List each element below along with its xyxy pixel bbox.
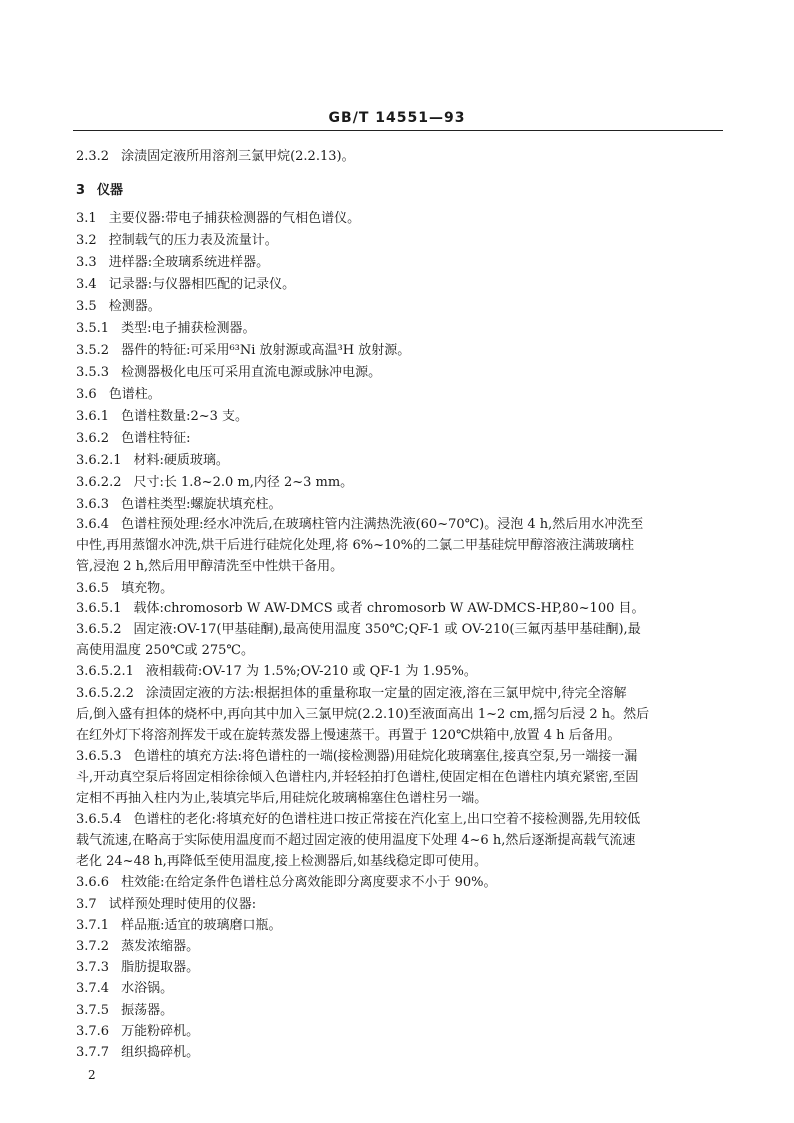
clause-number: 3.7.2 — [76, 939, 110, 954]
clause-line — [76, 232, 722, 249]
clause-line — [76, 621, 722, 638]
clause-line — [76, 938, 722, 955]
clause-line — [76, 364, 722, 381]
clause-line — [76, 148, 722, 165]
clause-line — [76, 452, 722, 469]
clause-text: 振荡器。 — [121, 1003, 174, 1018]
clause-line — [76, 254, 722, 271]
clause-line — [76, 210, 722, 227]
clause-text: 中性,再用蒸馏水冲洗,烘干后进行硅烷化处理,将 6%~10%的二氯二甲基硅烷甲醇溶液注满玻璃柱 — [76, 538, 634, 553]
clause-line — [76, 496, 722, 513]
clause-number: 3.6.5.1 — [76, 601, 122, 616]
clause-line — [76, 182, 722, 199]
clause-continuation — [76, 537, 722, 554]
clause-line — [76, 917, 722, 934]
clause-text: 涂渍固定液所用溶剂三氯甲烷(2.2.13)。 — [121, 149, 355, 164]
clause-line — [76, 600, 722, 617]
clause-line — [76, 516, 722, 533]
clause-number: 3.6.4 — [76, 517, 110, 532]
clause-text: 斗,开动真空泵后将固定相徐徐倾入色谱柱内,并轻轻拍打色谱柱,使固定相在色谱柱内填充紧密,至固 — [76, 770, 639, 785]
clause-text: 控制载气的压力表及流量计。 — [108, 233, 278, 248]
clause-number: 3.7.7 — [76, 1045, 110, 1060]
clause-number: 3.6.1 — [76, 409, 110, 424]
clause-number: 3.5.1 — [76, 321, 110, 336]
clause-line — [76, 320, 722, 337]
clause-line — [76, 663, 722, 680]
clause-number: 3.6.5.2.1 — [76, 664, 134, 679]
clause-number: 3.6.5 — [76, 581, 110, 596]
clause-number: 3.7.1 — [76, 918, 110, 933]
clause-number: 3.6.5.4 — [76, 812, 122, 827]
clause-text: 器件的特征:可采用⁶³Ni 放射源或高温³H 放射源。 — [121, 343, 411, 358]
clause-text: 定相不再抽入柱内为止,装填完毕后,用硅烷化玻璃棉塞住色谱柱另一端。 — [76, 791, 488, 806]
clause-text: 载体:chromosorb W AW-DMCS 或者 chromosorb W AW-DMCS-HP,80~100 目。 — [133, 601, 645, 616]
clause-line — [76, 408, 722, 425]
clause-text: 类型:电子捕获检测器。 — [121, 321, 256, 336]
clause-text: 蒸发浓缩器。 — [121, 939, 200, 954]
clause-text: 色谱柱。 — [108, 387, 161, 402]
clause-number: 3.7.4 — [76, 981, 110, 996]
clause-line — [76, 276, 722, 293]
clause-number: 3 — [76, 183, 86, 198]
clause-text: 进样器:全玻璃系统进样器。 — [108, 255, 270, 270]
clause-number: 3.3 — [76, 255, 97, 270]
clause-text: 色谱柱预处理:经水冲洗后,在玻璃柱管内注满热洗液(60~70℃)。浸泡 4 h,然后用水冲洗至 — [121, 517, 644, 532]
clause-number: 3.6.6 — [76, 875, 110, 890]
clause-line — [76, 874, 722, 891]
clause-text: 尺寸:长 1.8~2.0 m,内径 2~3 mm。 — [133, 475, 354, 490]
clause-continuation — [76, 706, 722, 723]
clause-line — [76, 685, 722, 702]
clause-continuation — [76, 642, 722, 659]
clause-line — [76, 980, 722, 997]
clause-continuation — [76, 790, 722, 807]
clause-text: 记录器:与仪器相匹配的记录仪。 — [108, 277, 296, 292]
header-rule — [73, 130, 723, 131]
clause-line — [76, 896, 722, 913]
clause-line — [76, 1002, 722, 1019]
clause-text: 高使用温度 250℃或 275℃。 — [76, 643, 254, 658]
clause-text: 检测器极化电压可采用直流电源或脉冲电源。 — [121, 365, 382, 380]
clause-text: 后,倒入盛有担体的烧杯中,再向其中加入三氯甲烷(2.2.10)至液面高出 1~2 cm,摇匀后浸 2 h。然后 — [76, 707, 650, 722]
clause-text: 固定液:OV-17(甲基硅酮),最高使用温度 350℃;QF-1 或 OV-210(三氟丙基甲基硅酮),最 — [133, 622, 641, 637]
clause-number: 3.4 — [76, 277, 97, 292]
clause-number: 3.6.5.2.2 — [76, 686, 134, 701]
clause-text: 万能粉碎机。 — [121, 1024, 200, 1039]
page-number: 2 — [88, 1068, 96, 1082]
clause-text: 涂渍固定液的方法:根据担体的重量称取一定量的固定液,溶在三氯甲烷中,待完全溶解 — [145, 686, 627, 701]
clause-number: 2.3.2 — [76, 149, 110, 164]
clause-text: 水浴锅。 — [121, 981, 174, 996]
clause-number: 3.5 — [76, 299, 97, 314]
clause-number: 3.7.6 — [76, 1024, 110, 1039]
clause-number: 3.6.5.2 — [76, 622, 122, 637]
clause-continuation — [76, 769, 722, 786]
clause-text: 检测器。 — [108, 299, 161, 314]
clause-text: 液相载荷:OV-17 为 1.5%;OV-210 或 QF-1 为 1.95%。 — [145, 664, 477, 679]
clause-number: 3.6.2 — [76, 431, 110, 446]
clause-text: 试样预处理时使用的仪器: — [108, 897, 257, 912]
clause-text: 在红外灯下将溶剂挥发干或在旋转蒸发器上慢速蒸干。再置于 120℃烘箱中,放置 4 h 后备用。 — [76, 728, 621, 743]
clause-number: 3.7.5 — [76, 1003, 110, 1018]
clause-text: 主要仪器:带电子捕获检测器的气相色谱仪。 — [108, 211, 361, 226]
clause-number: 3.6.3 — [76, 497, 110, 512]
clause-number: 3.5.3 — [76, 365, 110, 380]
clause-text: 组织捣碎机。 — [121, 1045, 200, 1060]
clause-line — [76, 342, 722, 359]
clause-number: 3.6.5.3 — [76, 749, 122, 764]
clause-number: 3.7 — [76, 897, 97, 912]
clause-continuation — [76, 832, 722, 849]
clause-text: 管,浸泡 2 h,然后用甲醇清洗至中性烘干备用。 — [76, 559, 344, 574]
clause-text: 载气流速,在略高于实际使用温度而不超过固定液的使用温度下处理 4~6 h,然后逐渐提高载气流速 — [76, 833, 636, 848]
clause-number: 3.6.2.2 — [76, 475, 122, 490]
clause-line — [76, 811, 722, 828]
clause-text: 仪器 — [97, 183, 124, 198]
clause-line — [76, 430, 722, 447]
clause-continuation — [76, 727, 722, 744]
clause-text: 色谱柱特征: — [121, 431, 191, 446]
clause-line — [76, 1023, 722, 1040]
clause-text: 色谱柱类型:螺旋状填充柱。 — [121, 497, 282, 512]
clause-number: 3.7.3 — [76, 960, 110, 975]
clause-number: 3.6.2.1 — [76, 453, 122, 468]
clause-text: 色谱柱的老化:将填充好的色谱柱进口按正常接在汽化室上,出口空着不接检测器,先用较低 — [133, 812, 641, 827]
clause-continuation — [76, 853, 722, 870]
clause-line — [76, 474, 722, 491]
clause-number: 3.5.2 — [76, 343, 110, 358]
clause-text: 填充物。 — [121, 581, 174, 596]
clause-line — [76, 298, 722, 315]
clause-line — [76, 959, 722, 976]
clause-line — [76, 580, 722, 597]
clause-number: 3.2 — [76, 233, 97, 248]
clause-number: 3.6 — [76, 387, 97, 402]
page-header: GB/T 14551—93 — [328, 110, 466, 126]
clause-text: 色谱柱的填充方法:将色谱柱的一端(接检测器)用硅烷化玻璃塞住,接真空泵,另一端接一漏 — [133, 749, 638, 764]
clause-line — [76, 386, 722, 403]
clause-text: 色谱柱数量:2~3 支。 — [121, 409, 249, 424]
clause-number: 3.1 — [76, 211, 97, 226]
clause-text: 材料:硬质玻璃。 — [133, 453, 229, 468]
clause-line — [76, 748, 722, 765]
clause-text: 老化 24~48 h,再降低至使用温度,接上检测器后,如基线稳定即可使用。 — [76, 854, 488, 869]
clause-text: 样品瓶:适宜的玻璃磨口瓶。 — [121, 918, 282, 933]
clause-line — [76, 1044, 722, 1061]
clause-text: 柱效能:在给定条件色谱柱总分离效能即分离度要求不小于 90%。 — [121, 875, 497, 890]
clause-text: 脂肪提取器。 — [121, 960, 200, 975]
clause-continuation — [76, 558, 722, 575]
